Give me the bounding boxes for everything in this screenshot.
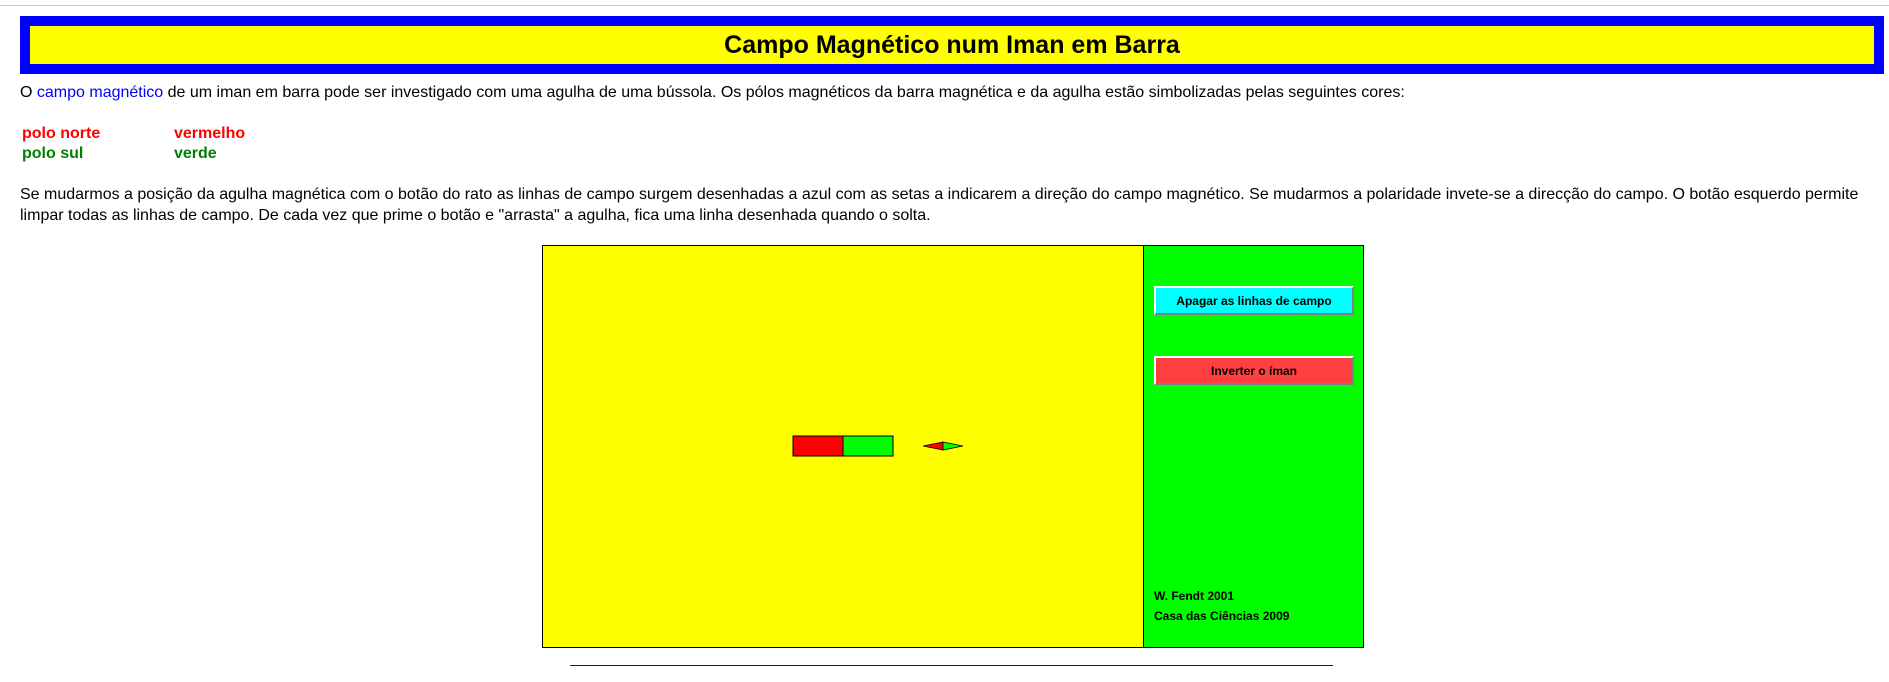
legend-row-south [22,144,245,164]
magnet-north-pole [793,436,843,456]
legend-row-north [22,124,245,144]
needle-south-half [943,442,963,450]
legend-color-label: vermelho [174,125,246,142]
legend-pole-label: polo norte [22,125,101,142]
credit-author: W. Fendt 2001 [1154,589,1235,603]
magnetic-field-link[interactable]: campo magnético [36,84,164,101]
instructions-paragraph: Se mudarmos a posição da agulha magnética com o botão do rato as linhas de campo surgem desenhadas a azul com as setas a indicarem a direção do campo magnético. Se mudarmos a polaridade invete-se a direcção do campo. O botão esquerdo permite limpar todas as linhas de campo. De cada vez que prime o botão e "arrasta" a agulha, fica uma linha desenhada quando o solta. [20,186,1859,224]
bar-magnet [793,436,893,456]
bottom-divider [570,665,1333,666]
magnet-south-pole [843,436,893,456]
needle-north-half [923,442,943,450]
credits [1154,586,1289,626]
top-divider [0,5,1889,6]
credit-translator: Casa das Ciências 2009 [1154,609,1290,623]
intro-suffix: de um iman em barra pode ser investigado com uma agulha de uma bússola. Os pólos magnéticos da barra magnética e da agulha estão simbolizadas pelas seguintes cores: [163,84,1405,101]
legend-pole-label: polo sul [22,145,84,162]
clear-field-lines-button[interactable]: Apagar as linhas de campo [1154,286,1354,315]
intro-paragraph [20,82,1870,103]
control-panel [1143,246,1363,647]
legend-color-label: verde [174,145,217,162]
pole-color-legend [22,124,245,164]
magnet-applet [542,245,1364,648]
page-title-box [20,16,1884,74]
intro-prefix: O [20,84,37,101]
compass-needle[interactable] [923,442,963,450]
page-title: Campo Magnético num Iman em Barra [724,30,1180,59]
invert-magnet-button[interactable]: Inverter o íman [1154,356,1354,385]
field-canvas[interactable] [543,246,1143,647]
